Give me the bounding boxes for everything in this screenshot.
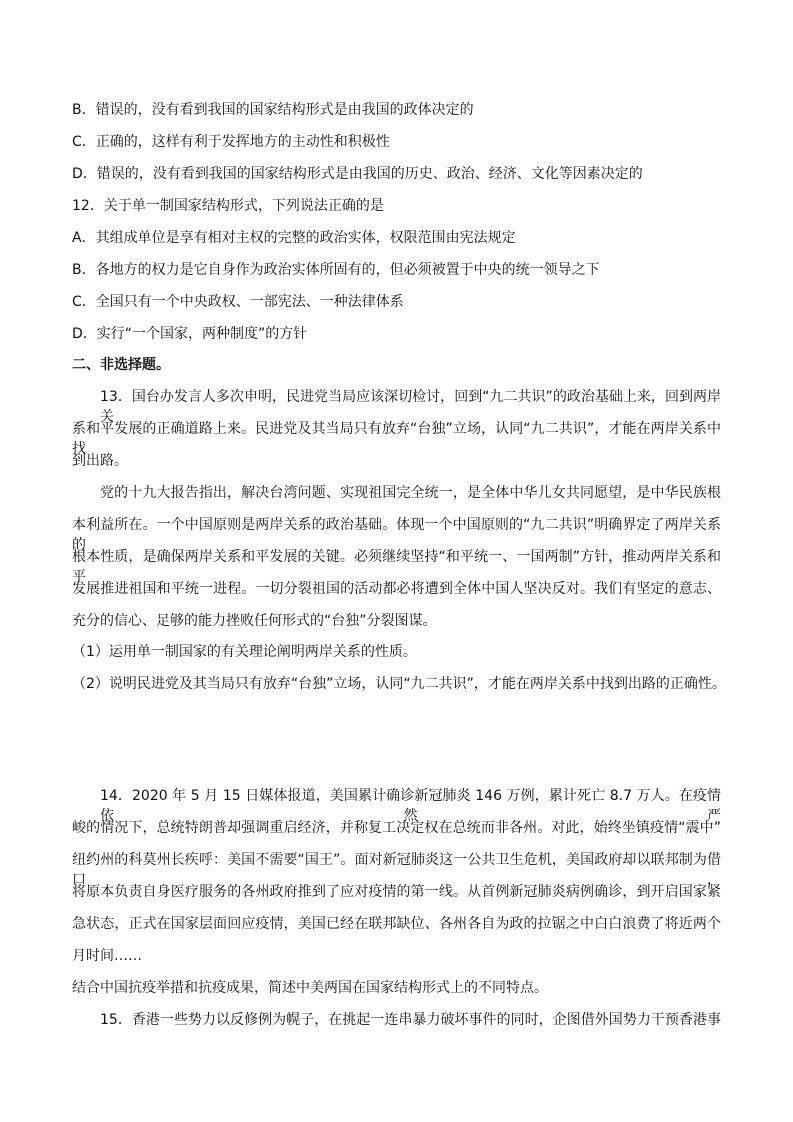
q14-paragraph-line: 急状态，正式在国家层面回应疫情，美国已经在联邦缺位、各州各自为政的拉锯之中白白浪费了将近两个	[72, 916, 721, 932]
q15-paragraph-line: 15．香港一些势力以反修例为幌子，在挑起一连串暴力破坏事件的同时，企图借外国势力干预香港事	[100, 1012, 721, 1028]
q13-paragraph2-line: 充分的信心、足够的能力挫败任何形式的“台独”分裂图谋。	[72, 613, 437, 629]
q11-option-d: D．错误的，没有看到我国的国家结构形式是由我国的历史、政治、经济、文化等因素决定的	[72, 166, 643, 182]
q13-paragraph2-line: 根本性质，是确保两岸关系和平发展的关键。必须继续坚持“和平统一、一国两制”方针，推动两岸关系和平	[72, 549, 721, 585]
q13-paragraph2-line: 党的十九大报告指出，解决台湾问题、实现祖国完全统一，是全体中华儿女共同愿望，是中华民族根	[100, 485, 721, 501]
q13-subquestion-2: （2）说明民进党及其当局只有放弃“台独”立场，认同“九二共识”，才能在两岸关系中找到出路的正确性。	[72, 676, 726, 692]
q13-paragraph2-line: 发展推进祖国和平统一进程。一切分裂祖国的活动都必将遭到全体中国人坚决反对。我们有坚定的意志、	[72, 581, 721, 597]
q12-option-d: D．实行“一个国家，两种制度”的方针	[72, 326, 308, 342]
q14-question: 结合中国抗疫举措和抗疫成果，简述中美两国在国家结构形式上的不同特点。	[72, 980, 548, 996]
q13-paragraph1-line: 到出路。	[72, 453, 128, 469]
q14-paragraph-line: 峻的情况下，总统特朗普却强调重启经济，并称复工决定权在总统而非各州。对此，始终坐镇疫情“震中”	[72, 820, 721, 836]
q14-paragraph-line: 月时间……	[72, 948, 142, 964]
q14-paragraph-line: 纽约州的科莫州长疾呼：美国不需要“国王”。面对新冠肺炎这一公共卫生危机，美国政府却以联邦制为借口，	[72, 852, 721, 888]
q12-option-b: B．各地方的权力是它自身作为政治实体所固有的，但必须被置于中央的统一领导之下	[72, 262, 600, 278]
q13-paragraph2-line: 本利益所在。一个中国原则是两岸关系的政治基础。体现一个中国原则的“九二共识”明确界定了两岸关系的	[72, 517, 721, 553]
q13-paragraph1-line: 13．国台办发言人多次申明，民进党当局应该深切检讨，回到“九二共识”的政治基础上来，回到两岸关	[100, 389, 721, 425]
section-heading: 二、非选择题。	[72, 357, 170, 373]
q11-option-c: C．正确的，这样有利于发挥地方的主动性和积极性	[72, 134, 390, 150]
q14-paragraph-line: 14．2020 年 5 月 15 日媒体报道，美国累计确诊新冠肺炎 146 万例，累计死亡 8.7 万人。在疫情依然严	[100, 788, 721, 824]
q14-paragraph-line: 将原本负责自身医疗服务的各州政府推到了应对疫情的第一线。从首例新冠肺炎病例确诊，到开启国家紧	[72, 884, 721, 900]
q12-option-a: A．其组成单位是享有相对主权的完整的政治实体，权限范围由宪法规定	[72, 230, 516, 246]
q11-option-b: B．错误的，没有看到我国的国家结构形式是由我国的政体决定的	[72, 102, 474, 118]
q13-paragraph1-line: 系和平发展的正确道路上来。民进党及其当局只有放弃“台独”立场，认同“九二共识”，才能在两岸关系中找	[72, 421, 721, 457]
q12-stem: 12．关于单一制国家结构形式，下列说法正确的是	[72, 198, 384, 214]
q12-option-c: C．全国只有一个中央政权、一部宪法、一种法律体系	[72, 294, 404, 310]
q13-subquestion-1: （1）运用单一制国家的有关理论阐明两岸关系的性质。	[72, 644, 417, 660]
